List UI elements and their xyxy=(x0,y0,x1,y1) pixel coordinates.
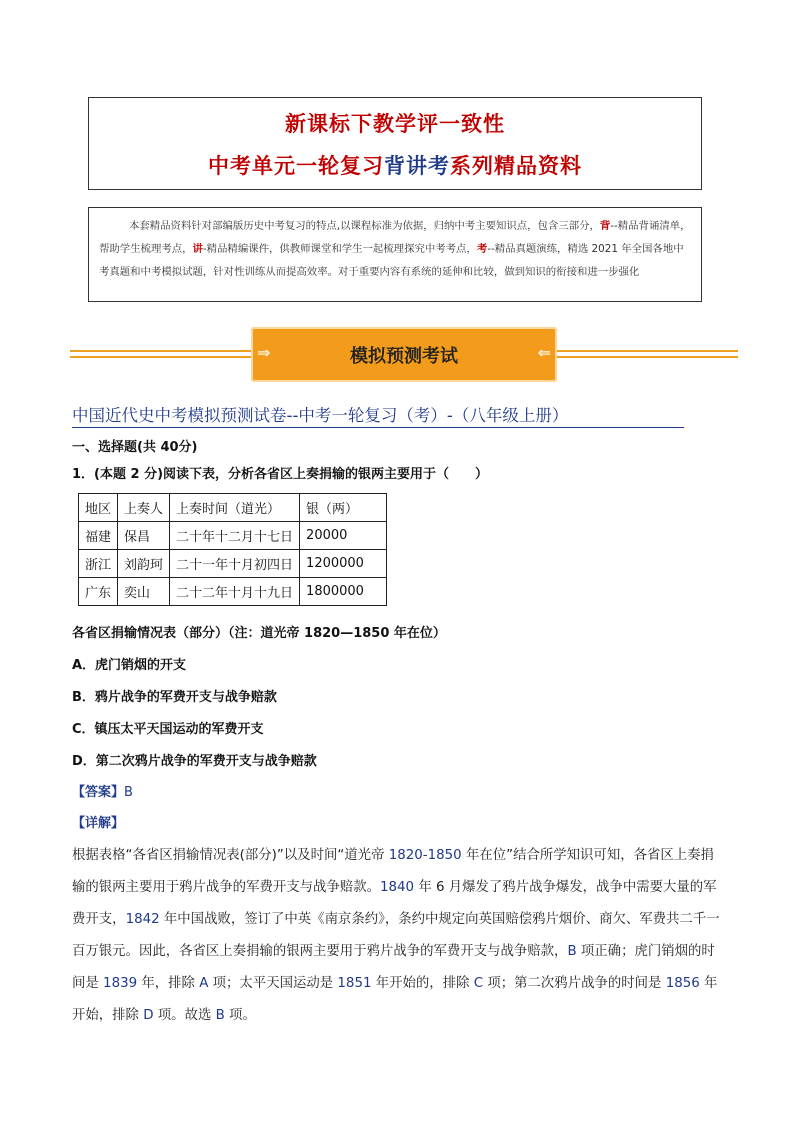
explain-text: 年，排除 xyxy=(137,976,200,991)
explain-text: 年开始，排除 xyxy=(72,976,718,1023)
table-caption: 各省区捐输情况表（部分）（注：道光帝 1820—1850 年在位） xyxy=(72,626,446,641)
title-line-2-part1: 中考单元一轮复习 xyxy=(208,153,384,178)
explain-text: 年中国战败，签订了中英《南京条约》，条约中规定向英国赔偿鸦片烟价、商欠、军费共二千一百万银元。因此，各省区上奏捐输的银两主要用于鸦片战争的军费开支与战争赔款， xyxy=(72,912,720,959)
table-header-cell: 银（两） xyxy=(300,494,387,522)
table-header-cell: 上奏人 xyxy=(118,494,170,522)
title-kao: 考 xyxy=(428,153,450,178)
title-box xyxy=(88,97,702,190)
explain-tag: 【详解】 xyxy=(72,816,125,831)
answer-value: B xyxy=(124,785,133,800)
explain-number: 1820-1850 xyxy=(388,848,462,863)
title-line-1: 新课标下教学评一致性 xyxy=(285,111,505,136)
explain-text: 根据表格“各省区捐输情况表(部分)”以及时间“道光帝 xyxy=(72,848,389,863)
option-d: D．第二次鸦片战争的军费开支与战争赔款 xyxy=(72,754,317,769)
intro-text-4: --精品真题演练，精选 2021 年全国各地中考真题和中考模拟试题，针对性训练从而提高效率。对于重要内容有系统的延伸和比较，做到知识的衔接和进一步强化 xyxy=(99,243,684,278)
table-header-cell: 上奏时间（道光） xyxy=(170,494,300,522)
explain-text: 项；太平天国运动是 xyxy=(208,976,338,991)
table-header-cell: 地区 xyxy=(79,494,118,522)
table-cell: 二十年十二月十七日 xyxy=(170,522,300,550)
explain-text: 项。故选 xyxy=(153,1008,216,1023)
explanation-paragraph xyxy=(72,840,722,1032)
table-cell: 保昌 xyxy=(118,522,170,550)
donation-table xyxy=(78,493,387,606)
section-banner xyxy=(251,327,557,382)
intro-text-3: -精品精编课件，供教师课堂和学生一起梳理探究中考考点， xyxy=(202,243,477,255)
table-cell: 浙江 xyxy=(79,550,118,578)
explain-number: 1842 xyxy=(125,912,160,927)
table-cell: 二十一年十月初四日 xyxy=(170,550,300,578)
title-bei: 背 xyxy=(384,153,406,178)
table-cell: 刘韵珂 xyxy=(118,550,170,578)
intro-jiang: 讲 xyxy=(192,243,203,255)
explain-text: 项正确；虎门销烟的时间是 xyxy=(72,944,715,991)
banner-right-arrow-icon: ⇐ xyxy=(537,343,551,362)
title-line-2 xyxy=(89,150,701,180)
explain-number: A xyxy=(199,976,209,991)
option-a: A．虎门销烟的开支 xyxy=(72,658,187,673)
table-row xyxy=(79,578,387,606)
explain-number: 1851 xyxy=(337,976,372,991)
document-heading: 中国近代史中考模拟预测试卷--中考一轮复习（考）-（八年级上册） xyxy=(72,402,684,428)
table-cell: 福建 xyxy=(79,522,118,550)
table-cell: 奕山 xyxy=(118,578,170,606)
question-1: 1．(本题 2 分)阅读下表，分析各省区上奏捐输的银两主要用于（ ） xyxy=(72,467,489,482)
explain-number: B xyxy=(567,944,577,959)
explain-number: 1856 xyxy=(665,976,700,991)
intro-text-1: 本套精品资料针对部编版历史中考复习的特点,以课程标准为依据，归纳中考主要知识点，包含三部分， xyxy=(129,220,600,232)
table-cell: 二十二年十月十九日 xyxy=(170,578,300,606)
intro-text-2: --精品背诵清单，帮助学生梳理考点， xyxy=(99,220,691,255)
table-row xyxy=(79,550,387,578)
explain-text: 年开始的，排除 xyxy=(371,976,474,991)
intro-bei: 背 xyxy=(599,220,611,232)
intro-kao: 考 xyxy=(476,243,488,255)
title-jiang: 讲 xyxy=(406,153,428,178)
banner-label: 模拟预测考试 xyxy=(350,346,458,367)
table-header-row xyxy=(79,494,387,522)
title-line-2-part2: 系列精品资料 xyxy=(450,153,582,178)
option-b: B．鸦片战争的军费开支与战争赔款 xyxy=(72,690,277,705)
explain-text: 项。 xyxy=(224,1008,256,1023)
table-cell: 20000 xyxy=(300,522,387,550)
explain-text: 项；第二次鸦片战争的时间是 xyxy=(483,976,666,991)
explain-number: D xyxy=(143,1008,154,1023)
banner-left-arrow-icon: ⇒ xyxy=(257,343,271,362)
intro-box xyxy=(88,207,702,302)
option-c: C．镇压太平天国运动的军费开支 xyxy=(72,722,264,737)
answer-line xyxy=(72,781,133,800)
table-cell: 1800000 xyxy=(300,578,387,606)
table-row xyxy=(79,522,387,550)
explain-number: B xyxy=(215,1008,225,1023)
explain-text: 年 6 月爆发了鸦片战争爆发，战争中需要大量的军费开支， xyxy=(72,880,717,927)
explain-number: C xyxy=(473,976,484,991)
section-title: 一、选择题(共 40分) xyxy=(72,440,198,455)
explain-text: 年在位”结合所学知识可知，各省区上奏捐输的银两主要用于鸦片战争的军费开支与战争赔款。 xyxy=(72,848,714,895)
table-cell: 1200000 xyxy=(300,550,387,578)
table-cell: 广东 xyxy=(79,578,118,606)
answer-tag: 【答案】 xyxy=(72,785,125,800)
explain-number: 1839 xyxy=(103,976,138,991)
explain-number: 1840 xyxy=(379,880,415,895)
